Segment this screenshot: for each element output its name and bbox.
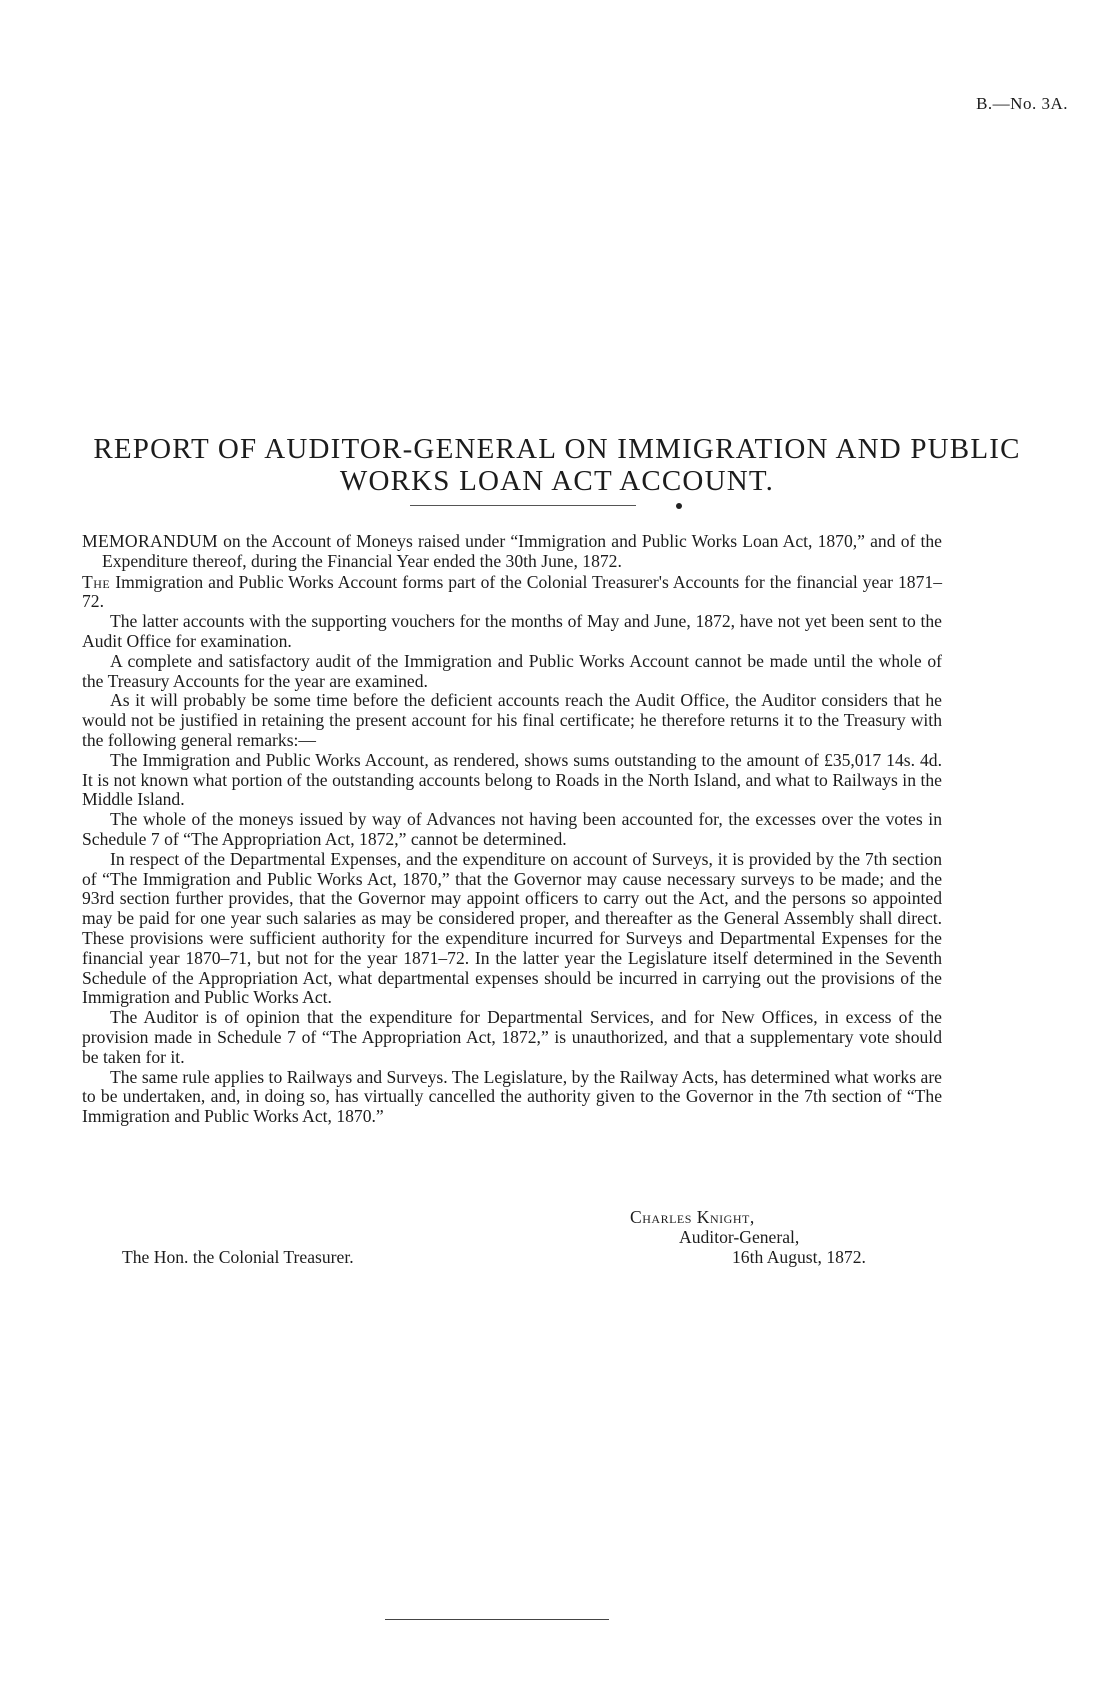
paragraph-1-lead: The	[82, 571, 111, 592]
signature-block	[82, 1208, 942, 1268]
report-body	[82, 532, 942, 1127]
report-title-line-2: WORKS LOAN ACT ACCOUNT.	[339, 465, 775, 498]
paragraph-8: The Auditor is of opinion that the expenditure for Departmental Services, and for New Offices, in excess of the provision made in Schedule 7 of “The Appropriation Act, 1872,” is unauthorized, and that a supplementary vote should be taken for it.	[82, 1007, 942, 1067]
signatory-office: Auditor-General,	[679, 1226, 800, 1247]
paragraph-7: In respect of the Departmental Expenses, and the expenditure on account of Surveys, it is provided by the 7th section of “The Immigration and Public Works Act, 1870,” that the Governor may cause necessary surveys to be made; and the 93rd section further provides, that the Governor may appoint officers to carry out the Act, and the persons so appointed may be paid for one year such salaries as may be considered proper, and thereafter as the General Assembly shall direct. These provisions were sufficient authority for the expenditure incurred for Surveys and Departmental Expenses for the financial year 1870–71, but not for the year 1871–72. In the latter year the Legislature itself determined in the Seventh Schedule of the Appropriation Act, what departmental expenses should be incurred in carrying out the provisions of the Immigration and Public Works Act.	[82, 848, 942, 1008]
signatory-name: Charles Knight,	[630, 1207, 755, 1227]
paragraph-9: The same rule applies to Railways and Surveys. The Legislature, by the Railway Acts, has determined what works are to be undertaken, and, in doing so, has virtually cancelled the authority given to the Governor in the 7th section of “The Immigration and Public Works Act, 1870.”	[82, 1066, 942, 1127]
memorandum-text: on the Account of Moneys raised under “Immigration and Public Works Loan Act, 1870,” and of the Expenditure thereof, during the Financial Year ended the 30th June, 1872.	[102, 531, 942, 571]
document-reference: B.—No. 3A.	[976, 94, 1068, 113]
paragraph-1-text: Immigration and Public Works Account forms part of the Colonial Treasurer's Accounts for the financial year 1871–72.	[82, 571, 942, 612]
signature-date: 16th August, 1872.	[732, 1246, 866, 1267]
addressee: The Hon. the Colonial Treasurer.	[122, 1246, 354, 1267]
paragraph-1	[82, 573, 942, 613]
paragraph-5: The Immigration and Public Works Account, as rendered, shows sums outstanding to the amount of £35,017 14s. 4d. It is not known what portion of the outstanding accounts belong to Roads in the North Island, and what to Railways in the Middle Island.	[82, 749, 942, 810]
paragraph-3: A complete and satisfactory audit of the Immigration and Public Works Account cannot be made until the whole of the Treasury Accounts for the year are examined.	[82, 650, 942, 691]
paragraph-6: The whole of the moneys issued by way of Advances not having been accounted for, the excesses over the votes in Schedule 7 of “The Appropriation Act, 1872,” cannot be determined.	[82, 809, 942, 849]
paragraph-2: The latter accounts with the supporting vouchers for the months of May and June, 1872, have not yet been sent to the Audit Office for examination.	[82, 611, 942, 651]
memorandum-lead: MEMORANDUM	[82, 531, 218, 551]
signature-footer-row	[82, 1248, 942, 1268]
title-divider	[410, 505, 636, 506]
report-title	[70, 433, 1044, 497]
report-title-line-1: REPORT OF AUDITOR-GENERAL ON IMMIGRATION AND PUBLIC	[93, 433, 1021, 466]
memorandum-heading	[82, 532, 942, 572]
paragraph-4: As it will probably be some time before the deficient accounts reach the Audit Office, the Auditor considers that he would not be justified in retaining the present account for his final certificate; he therefore returns it to the Treasury with the following general remarks:—	[82, 690, 942, 750]
printer-dot	[676, 503, 682, 509]
closing-divider	[385, 1619, 609, 1620]
